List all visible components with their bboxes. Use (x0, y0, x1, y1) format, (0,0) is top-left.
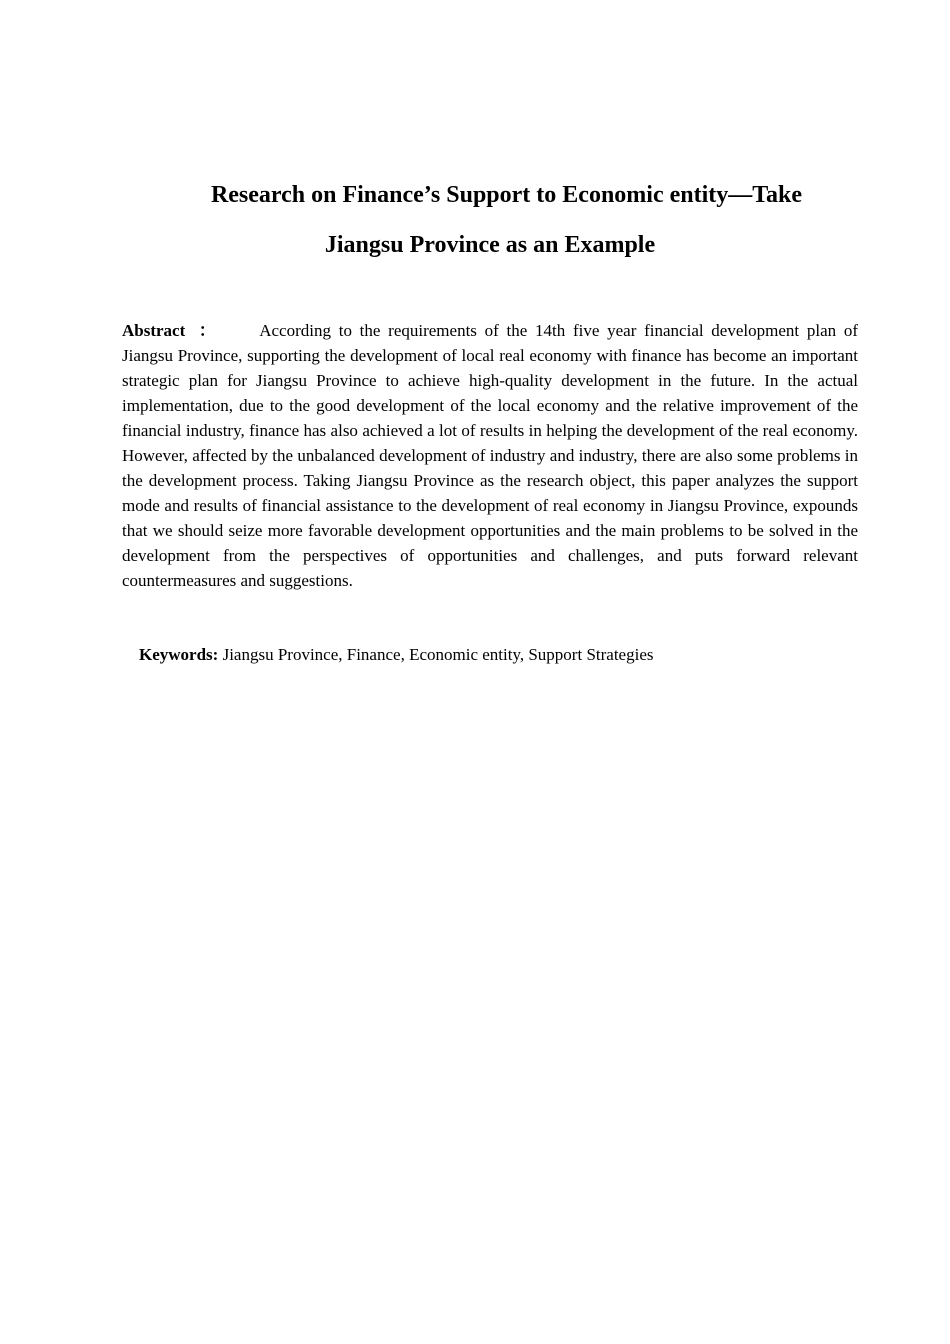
paper-title (122, 170, 858, 270)
keywords-line (139, 642, 858, 667)
abstract-colon: ： (195, 321, 220, 340)
keywords-label: Keywords: (139, 645, 219, 664)
title-line-1: Research on Finance’s Support to Economic entity—Take (210, 182, 803, 208)
abstract-paragraph (122, 318, 858, 593)
keywords-text: Jiangsu Province, Finance, Economic entity, Support Strategies (222, 645, 654, 664)
title-line-2: Jiangsu Province as an Example (324, 232, 656, 258)
abstract-label: Abstract (122, 321, 186, 340)
abstract-text: According to the requirements of the 14th five year financial development plan of Jiangsu Province, supporting the development of local real economy with finance has become an important strategic plan for Jiangsu Province to achieve high-quality development in the future. In the actual implementation, due to the good development of the local economy and the relative improvement of the financial industry, finance has also achieved a lot of results in helping the development of the real economy. However, affected by the unbalanced development of industry and industry, there are also some problems in the development process. Taking Jiangsu Province as the research object, this paper analyzes the support mode and results of financial assistance to the development of real economy in Jiangsu Province, expounds that we should seize more favorable development opportunities and the main problems to be solved in the development from the perspectives of opportunities and challenges, and puts forward relevant countermeasures and suggestions. (122, 321, 859, 590)
